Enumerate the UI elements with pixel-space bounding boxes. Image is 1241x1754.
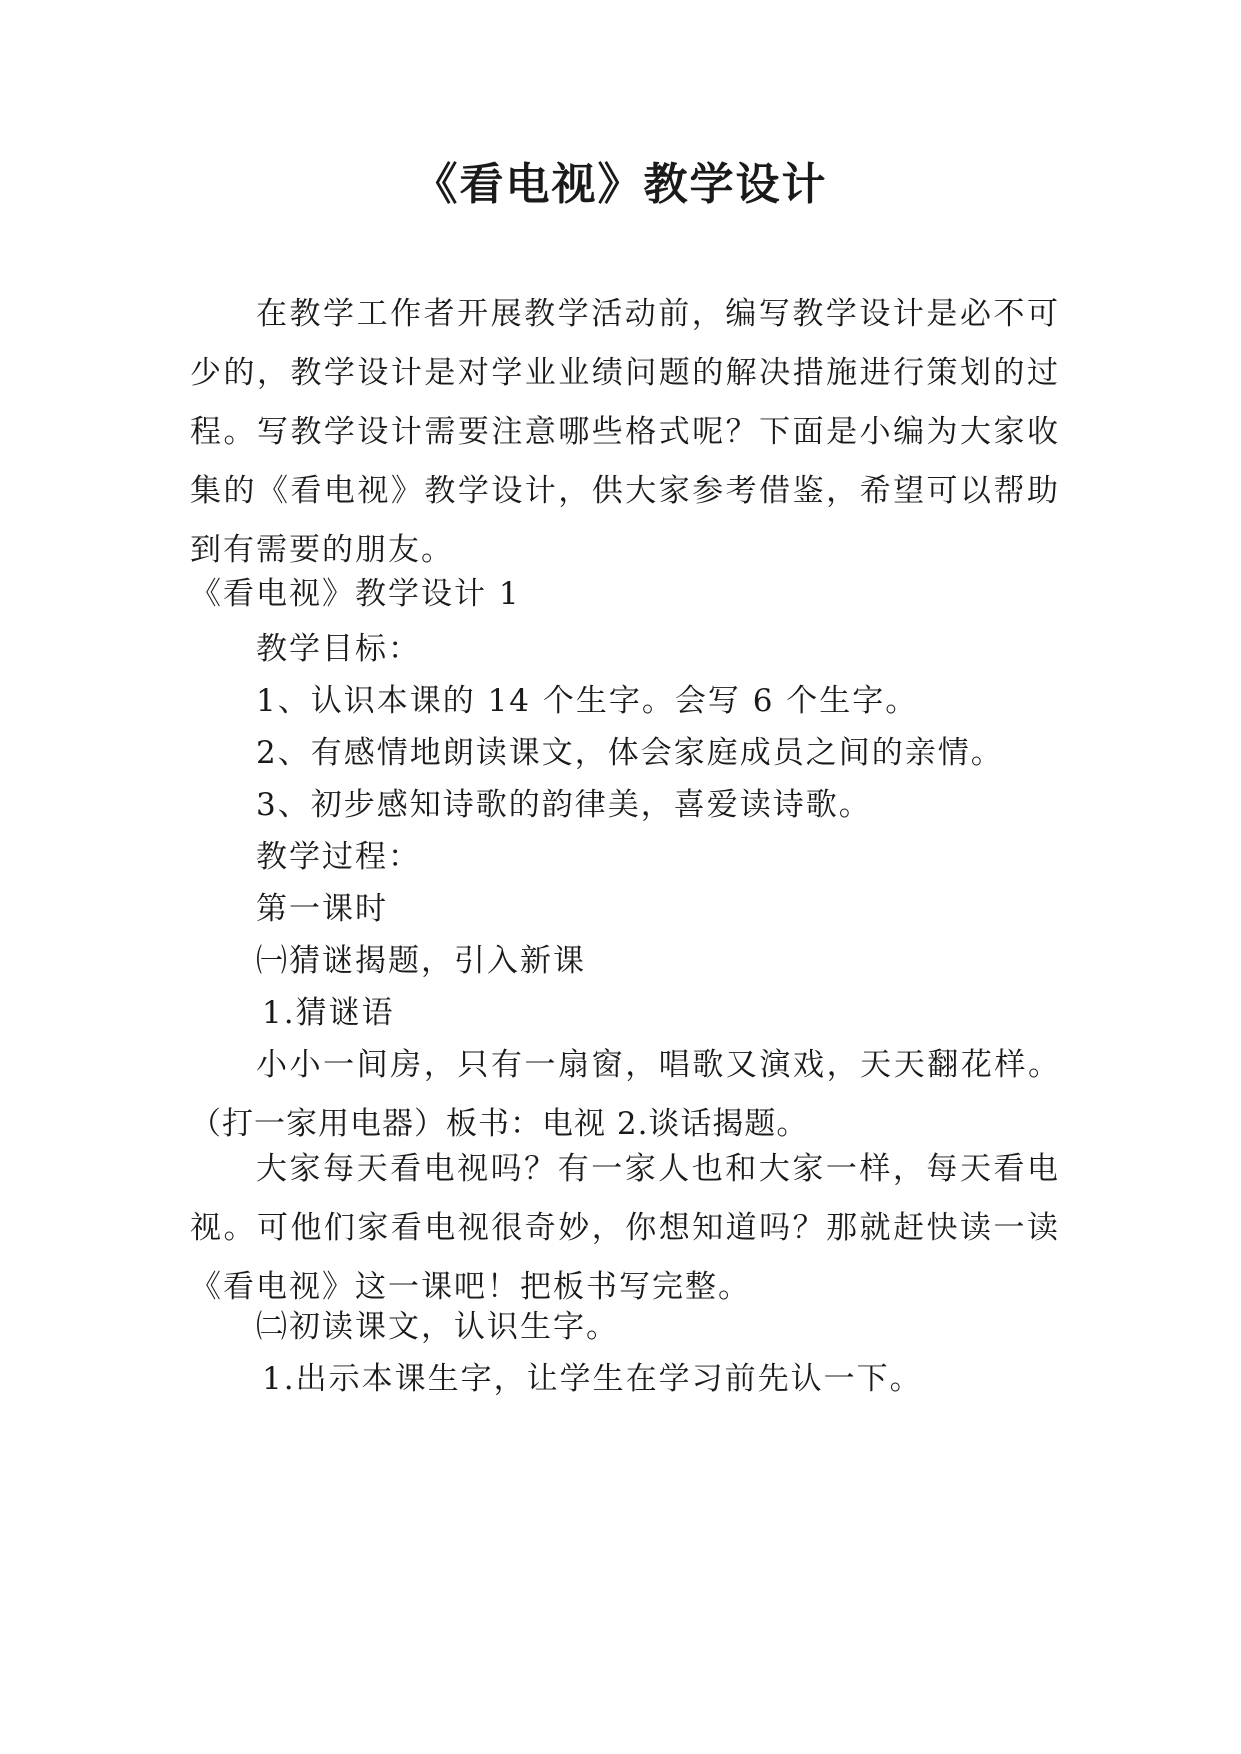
goals-label: 教学目标：	[256, 631, 421, 667]
step2-heading: ㈡初读课文，认识生字。	[256, 1309, 619, 1345]
document-title: 《看电视》教学设计	[413, 159, 828, 210]
riddle-paragraph: 小小一间房，只有一扇窗，唱歌又演戏，天天翻花样。（打一家用电器）板书：电视 2.谈话揭题。	[190, 1047, 1060, 1142]
talk-paragraph: 大家每天看电视吗？有一家人也和大家一样，每天看电视。可他们家看电视很奇妙，你想知道吗？那就赶快读一读《看电视》这一课吧！把板书写完整。	[190, 1151, 1060, 1305]
goal-item-3: 3、初步感知诗歌的韵律美，喜爱读诗歌。	[256, 787, 872, 823]
goal-item-1: 1、认识本课的 14 个生字。会写 6 个生字。	[256, 683, 919, 719]
lesson-label: 第一课时	[256, 891, 388, 927]
step1-heading: ㈠猜谜揭题，引入新课	[256, 943, 586, 979]
intro-paragraph: 在教学工作者开展教学活动前，编写教学设计是必不可少的，教学设计是对学业业绩问题的解决措施进行策划的过程。写教学设计需要注意哪些格式呢？下面是小编为大家收集的《看电视》教学设计，供大家参考借鉴，希望可以帮助到有需要的朋友。	[190, 296, 1060, 568]
step2-item1: 1.出示本课生字，让学生在学习前先认一下。	[262, 1361, 923, 1397]
step1-item1: 1.猜谜语	[262, 995, 395, 1031]
section-heading: 《看电视》教学设计 1	[190, 576, 521, 612]
goal-item-2: 2、有感情地朗读课文，体会家庭成员之间的亲情。	[256, 735, 1004, 771]
process-label: 教学过程：	[256, 839, 421, 875]
